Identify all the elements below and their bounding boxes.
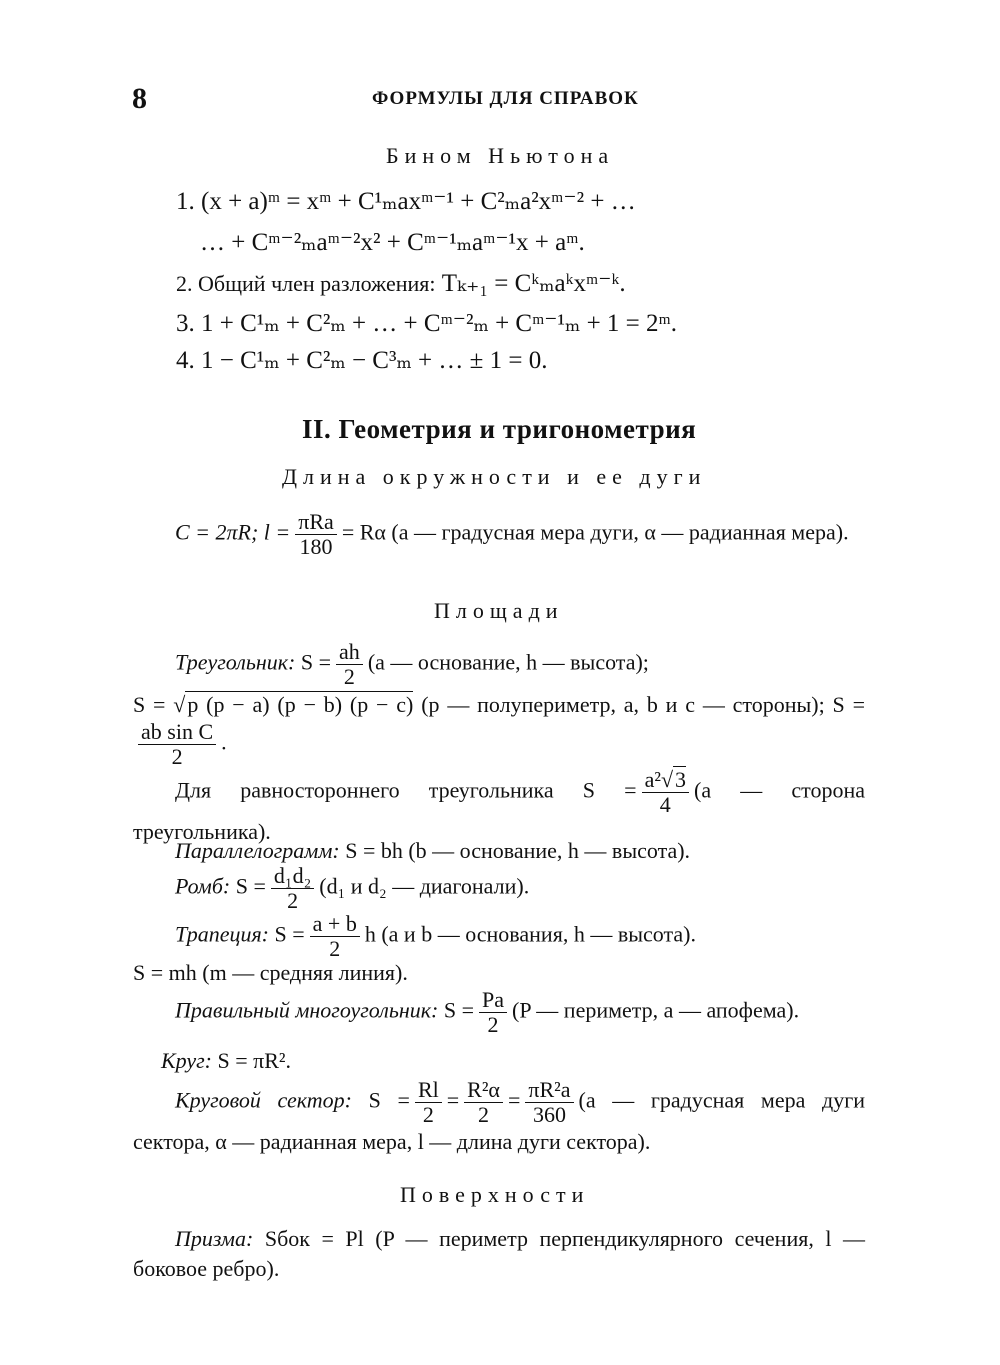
prism-text: Sбок = Pl (P — периметр перпендикулярного сечения, l — боковое ребро). (133, 1226, 865, 1281)
triangle-paragraph (133, 640, 865, 689)
sector-label: Круговой сектор: (175, 1087, 353, 1113)
sector-fraction-3 (525, 1078, 573, 1127)
rhombus-frac-den: 2 (287, 888, 299, 914)
heron-root: p (p − a) (p − b) (p − c) (187, 692, 414, 717)
triangle-label: Треугольник: (175, 649, 296, 675)
binomial-formula-1-cont: … + Cᵐ⁻²ₘaᵐ⁻²x² + Cᵐ⁻¹ₘaᵐ⁻¹x + aᵐ. (200, 229, 585, 256)
rhombus-frac-num: d₁d₂ (271, 864, 314, 889)
general-term-formula: Tₖ₊₁ = Cᵏₘaᵏxᵐ⁻ᵏ. (441, 270, 626, 297)
midline-text: S = mh (m — средняя линия). (133, 960, 408, 985)
polygon-frac-den: 2 (487, 1012, 499, 1038)
sector-frac1-den: 2 (422, 1102, 434, 1128)
sine-frac-num: ab sin C (138, 720, 216, 745)
sector-eq-1: = (446, 1087, 460, 1113)
parallelogram-text: S = bh (b — основание, h — высота). (345, 838, 691, 863)
triangle-frac-den: 2 (343, 664, 355, 690)
page-number: 8 (132, 82, 147, 115)
sector-frac1-num: Rl (415, 1078, 442, 1103)
equilateral-fraction (642, 768, 689, 817)
polygon-paragraph (133, 988, 865, 1037)
rhombus-post: (d₁ и d₂ — диагонали). (319, 873, 530, 899)
circle-frac-den: 180 (299, 534, 333, 560)
sine-frac-den: 2 (171, 744, 183, 770)
equilateral-num-a: a² (644, 767, 661, 792)
surfaces-title: Поверхности (400, 1182, 590, 1207)
rhombus-pre: S = (235, 873, 266, 899)
binomial-formula-4: 4. 1 − C¹ₘ + C²ₘ − C³ₘ + … ± 1 = 0. (176, 347, 548, 374)
trapezoid-paragraph (133, 912, 865, 961)
rhombus-fraction (271, 864, 314, 913)
triangle-pre: S = (300, 649, 332, 675)
sector-paragraph (133, 1078, 865, 1157)
disk-text: S = πR². (217, 1048, 292, 1073)
prism-label: Призма: (175, 1226, 254, 1251)
sector-fraction-1 (415, 1078, 442, 1127)
sector-post: (a — градусная мера дуги сектора, α — радианная мера, l — длина дуги сектора). (133, 1087, 865, 1155)
triangle-frac-num: ah (336, 640, 363, 665)
polygon-frac-num: Pa (479, 988, 507, 1013)
running-title: ФОРМУЛЫ ДЛЯ СПРАВОК (372, 88, 639, 109)
areas-title: Площади (434, 598, 564, 623)
rhombus-label: Ромб: (175, 873, 231, 899)
parallelogram-line (133, 836, 865, 866)
circle-frac-num: πRa (295, 510, 337, 535)
sector-frac2-den: 2 (478, 1102, 490, 1128)
trapezoid-pre: S = (274, 921, 305, 947)
trapezoid-frac-den: 2 (329, 936, 341, 962)
heron-paragraph: S = √p (p − a) (p − b) (p − c) (p — полупериметр, a, b и c — стороны); S = $\frac{\text{ab sin C}}{2}$ . (133, 692, 865, 770)
polygon-fraction (479, 988, 507, 1037)
polygon-pre: S = (443, 997, 475, 1023)
trapezoid-frac-num: a + b (310, 912, 360, 937)
section-title: II. Геометрия и тригонометрия (302, 414, 697, 444)
triangle-fraction (336, 640, 363, 689)
circle-post: = Rα (a — градусная мера дуги, α — радианная мера). (341, 519, 849, 545)
equilateral-num-root: 3 (675, 767, 687, 792)
disk-line (133, 1046, 865, 1076)
equilateral-text: Для равностороннего треугольника S = (175, 777, 637, 803)
circle-length-paragraph (133, 510, 865, 559)
trapezoid-post: h (a и b — основания, h — высота). (364, 921, 696, 947)
equilateral-post: (a — сторона треугольника). (133, 777, 866, 845)
sector-frac3-num: πR²a (525, 1078, 573, 1103)
heron-pre: S = (133, 692, 166, 717)
sector-frac2-num: R²α (464, 1078, 503, 1103)
sector-frac3-den: 360 (532, 1102, 566, 1128)
trapezoid-fraction (310, 912, 360, 961)
sine-area-fraction (138, 720, 216, 769)
sector-eq-2: = (507, 1087, 521, 1113)
parallelogram-label: Параллелограмм: (175, 838, 340, 863)
sine-area-end: . (221, 729, 227, 755)
general-term-label: 2. Общий член разложения: (176, 271, 436, 296)
equilateral-frac-num: a²√3 (642, 768, 689, 793)
rhombus-line (133, 864, 865, 913)
equilateral-frac-den: 4 (659, 792, 671, 818)
triangle-post: (a — основание, h — высота); (367, 649, 649, 675)
polygon-post: (P — периметр, a — апофема). (512, 997, 800, 1023)
binomial-formula-1: 1. (x + a)ᵐ = xᵐ + C¹ₘaxᵐ⁻¹ + C²ₘa²xᵐ⁻² + … (176, 188, 636, 215)
heron-post: (p — полупериметр, a, b и c — стороны); S = (421, 692, 865, 717)
binomial-formula-2 (176, 268, 626, 298)
sector-pre: S = (368, 1087, 410, 1113)
disk-label: Круг: (161, 1048, 212, 1073)
circle-fraction (295, 510, 337, 559)
prism-paragraph (133, 1224, 865, 1284)
midline-line (133, 958, 865, 988)
sector-fraction-2 (464, 1078, 503, 1127)
binomial-title: Бином Ньютона (386, 143, 615, 168)
trapezoid-label: Трапеция: (175, 921, 270, 947)
circle-length-title: Длина окружности и ее дуги (282, 464, 707, 489)
polygon-label: Правильный многоугольник: (175, 997, 439, 1023)
binomial-formula-3: 3. 1 + C¹ₘ + C²ₘ + … + Cᵐ⁻²ₘ + Cᵐ⁻¹ₘ + 1 = 2ᵐ. (176, 310, 678, 337)
circle-pre: C = 2πR; l = (175, 519, 291, 545)
